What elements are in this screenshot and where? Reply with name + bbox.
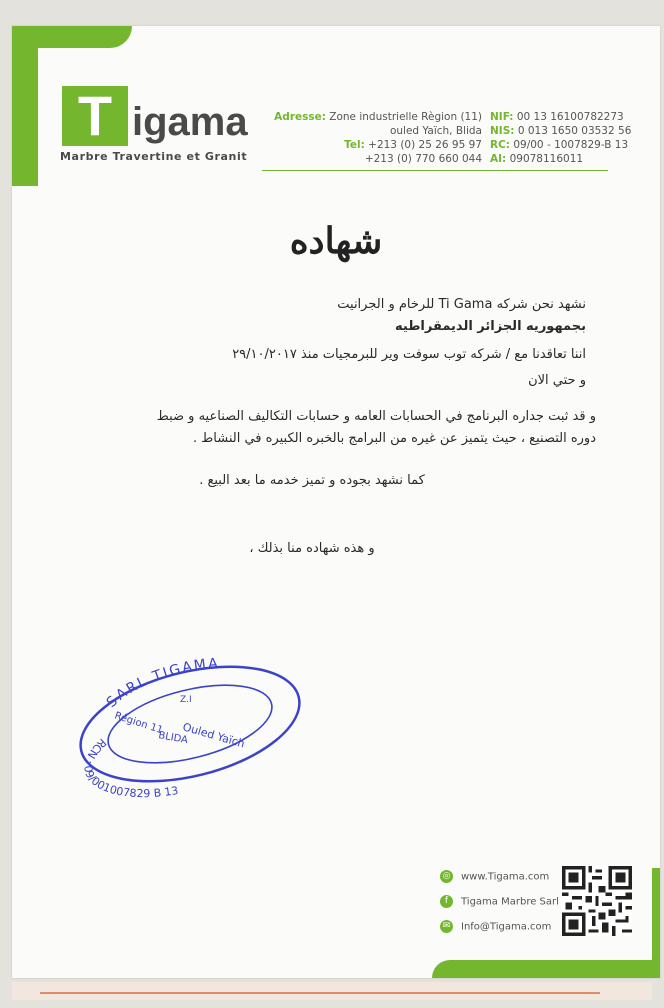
- logo-letter: T: [77, 84, 113, 147]
- footer-facebook-text: Tigama Marbre Sarl: [461, 896, 559, 908]
- ai-value: 09078116011: [509, 153, 584, 165]
- stamp-rcn: RCN : 09/001007829 B 13: [81, 735, 180, 798]
- document-title: شهاده: [289, 220, 383, 262]
- stamp-town: Ouled Yaïch: [181, 720, 247, 751]
- nif-value: 00 13 16100782273: [516, 111, 624, 123]
- body-line-5: و قد ثبت جداره البرنامج في الحسابات العامه و حسابات التكاليف الصناعيه و ضبط: [156, 409, 596, 424]
- bottom-right-accent: [432, 960, 660, 978]
- ids-block: [490, 110, 631, 166]
- stamp-region: Région 11: [113, 710, 165, 737]
- header-divider: [262, 170, 608, 171]
- address-line1: Zone industrielle Règion (11): [329, 111, 482, 123]
- facebook-icon: f: [440, 895, 453, 908]
- rc-label: RC:: [490, 139, 510, 151]
- footer-email-text: Info@Tigama.com: [461, 921, 552, 933]
- nis-value: 0 013 1650 03532 56: [517, 125, 632, 137]
- tel2: +213 (0) 770 660 044: [364, 153, 482, 165]
- stamp-zone: Z.I: [180, 695, 192, 705]
- tel-label: Tel:: [344, 139, 365, 151]
- logo-wordmark: igama: [132, 100, 248, 144]
- nif-label: NIF:: [490, 111, 514, 123]
- footer-website-text: www.Tigama.com: [461, 871, 550, 883]
- stamp-city: BLIDA: [157, 730, 189, 747]
- footer-email[interactable]: [440, 920, 551, 933]
- stamp-company: SARL TIGAMA: [103, 655, 221, 711]
- letter-sheet: [12, 26, 660, 978]
- mail-icon: ✉: [440, 920, 453, 933]
- footer-facebook[interactable]: [440, 895, 559, 908]
- right-accent-bar: [652, 868, 660, 978]
- address-label: Adresse:: [274, 111, 326, 123]
- ai-label: AI:: [490, 153, 507, 165]
- body-line-3: اننا تعاقدنا مع / شركه توب سوفت وير للبرمجيات منذ ٢٩/١٠/٢٠١٧: [232, 347, 586, 362]
- tel1: +213 (0) 25 26 95 97: [368, 139, 482, 151]
- rc-value: 09/00 - 1007829-B 13: [513, 139, 629, 151]
- logo-tagline: Marbre Travertine et Granit: [60, 150, 248, 163]
- body-line-2: بجمهوريه الجزائر الديمقراطيه: [395, 319, 586, 334]
- logo-mark: [62, 86, 128, 146]
- company-stamp: [72, 648, 332, 798]
- bottom-paper-line: [40, 992, 600, 994]
- nis-label: NIS:: [490, 125, 515, 137]
- body-line-6: دوره التصنيع ، حيث يتميز عن غيره من البرامج بالخبره الكبيره في النشاط .: [192, 431, 596, 446]
- bottom-paper-strip: [12, 982, 652, 1000]
- globe-icon: ◎: [440, 870, 453, 883]
- qr-code[interactable]: [562, 866, 632, 936]
- body-line-8: و هذه شهاده منا بذلك ،: [249, 541, 375, 556]
- body-line-7: كما نشهد بجوده و تميز خدمه ما بعد البيع .: [199, 473, 425, 488]
- left-accent-bar: [12, 26, 38, 186]
- footer-website[interactable]: [440, 870, 549, 883]
- address-block: [244, 110, 482, 166]
- address-line2: ouled Yaïch, Blida: [389, 125, 482, 137]
- body-line-1: نشهد نحن شركه Ti Gama للرخام و الجرانيت: [337, 297, 586, 312]
- body-line-4: و حتي الان: [528, 373, 586, 388]
